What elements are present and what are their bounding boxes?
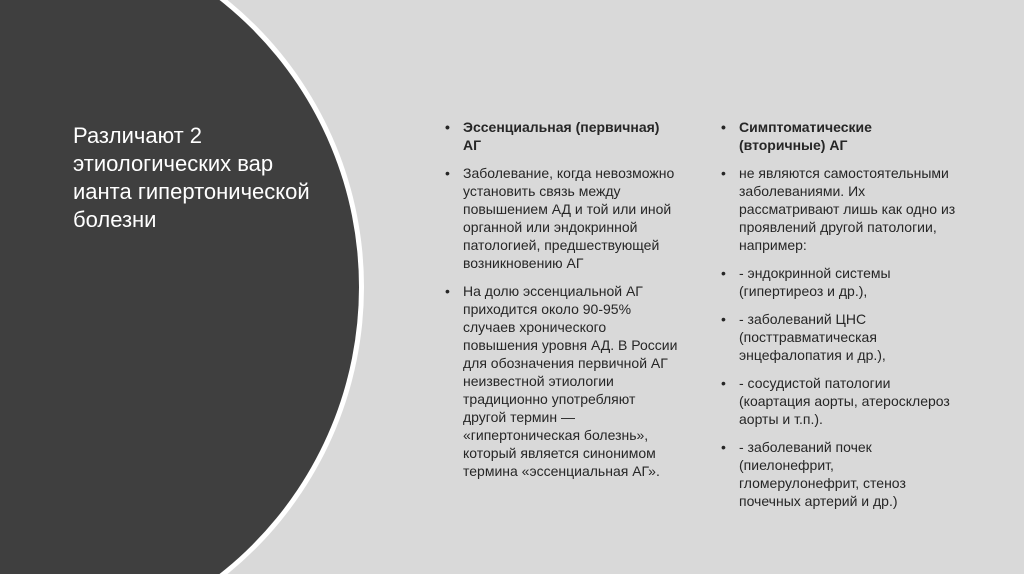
symptomatic-list [717,118,957,510]
list-item: • - эндокринной системы (гипертиреоз и др.), [717,264,957,300]
slide-title: Различают 2 этиологических вар ианта гипертонической болезни [73,123,310,232]
list-item: • - сосудистой патологии (коартация аорты, атеросклероз аорты и т.п.). [717,374,957,428]
symptomatic-column [717,118,957,520]
list-item: • - заболеваний почек (пиелонефрит, гломерулонефрит, стеноз почечных артерий и др.) [717,438,957,510]
essential-column [441,118,681,490]
essential-list [441,118,681,480]
list-item: • На долю эссенциальной АГ приходится около 90-95% случаев хронического повышения уровня АД. В России для обозначения первичной АГ неизвестной этиологии традиционно употребляют другой термин — «гипертоническая болезнь», который является синонимом термина «эссенциальная АГ». [441,282,681,480]
list-item: • не являются самостоятельными заболеваниями. Их рассматривают лишь как одно из проявлений другой патологии, например: [717,164,957,254]
list-item-heading: • Эссенциальная (первичная) АГ [441,118,681,154]
list-item: • - заболеваний ЦНС (посттравматическая энцефалопатия и др.), [717,310,957,364]
list-item-heading: • Симптоматические (вторичные) АГ [717,118,957,154]
list-item: • Заболевание, когда невозможно установить связь между повышением АД и той или иной органной или эндокринной патологией, предшествующей возникновению АГ [441,164,681,272]
